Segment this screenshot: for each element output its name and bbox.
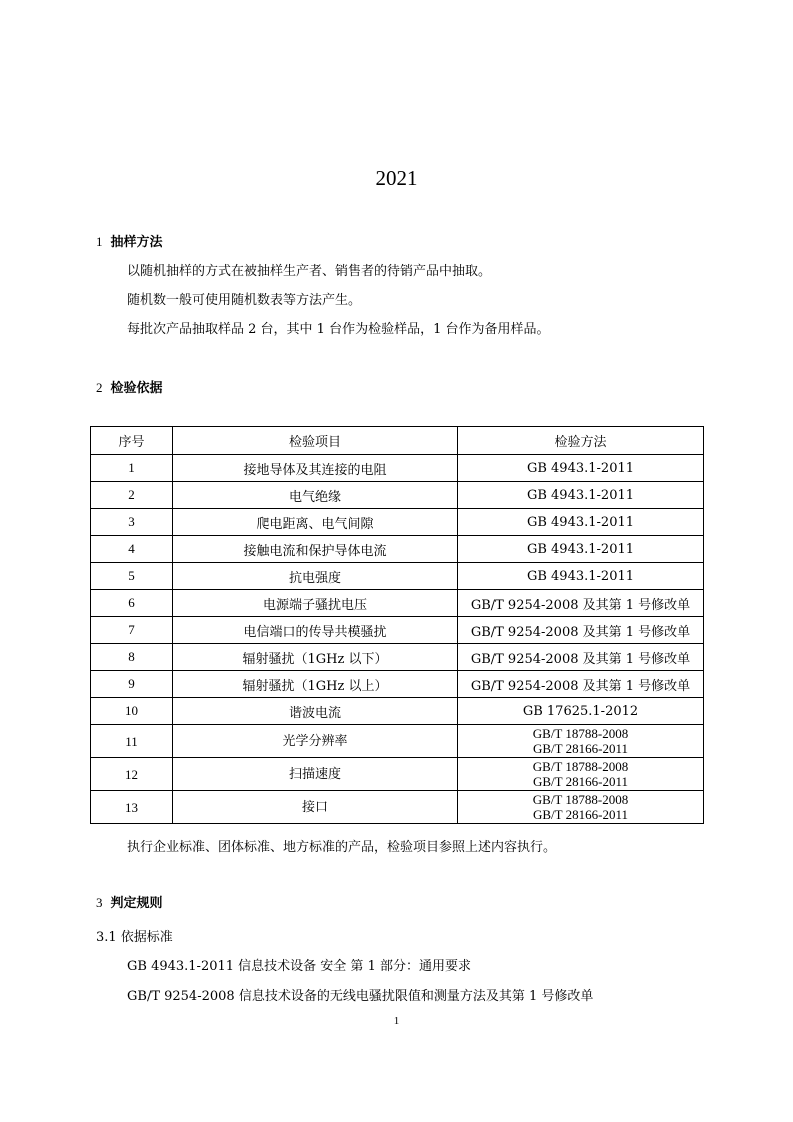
section-2-heading	[96, 377, 163, 396]
table-row	[91, 590, 704, 617]
row-inspection-method	[458, 758, 704, 791]
section-2-number: 2	[96, 380, 103, 395]
standard-reference: GB/T 9254-2008 信息技术设备的无线电骚扰限值和测量方法及其第 1 号修改单	[127, 989, 594, 1004]
row-serial-number: 6	[91, 590, 173, 617]
method-standard: GB/T 28166-2011	[533, 774, 628, 789]
method-standard: GB/T 9254-2008 及其第 1 号修改单	[470, 651, 691, 667]
row-inspection-item: 电气绝缘	[173, 482, 458, 509]
document-year: 2021	[375, 166, 418, 190]
row-inspection-item: 爬电距离、电气间隙	[173, 509, 458, 536]
table-row	[91, 617, 704, 644]
section-3-1-heading: 3.1 依据标准	[96, 930, 173, 945]
method-standard: GB 4943.1-2011	[526, 541, 635, 557]
method-standard: GB 4943.1-2011	[526, 487, 635, 503]
row-inspection-method	[458, 536, 704, 563]
method-standard: GB/T 9254-2008 及其第 1 号修改单	[470, 597, 691, 613]
section-1-paragraph: 随机数一般可使用随机数表等方法产生。	[127, 293, 362, 308]
table-row	[91, 725, 704, 758]
row-serial-number: 13	[91, 791, 173, 824]
method-standard: GB 4943.1-2011	[526, 568, 635, 584]
row-inspection-item: 电源端子骚扰电压	[173, 590, 458, 617]
table-row	[91, 791, 704, 824]
method-standard: GB 4943.1-2011	[526, 460, 635, 476]
row-inspection-item: 光学分辨率	[173, 725, 458, 758]
table-row	[91, 758, 704, 791]
row-inspection-item: 接地导体及其连接的电阻	[173, 455, 458, 482]
row-inspection-item: 谐波电流	[173, 698, 458, 725]
row-inspection-item: 接触电流和保护导体电流	[173, 536, 458, 563]
row-inspection-method	[458, 725, 704, 758]
table-header-row	[91, 427, 704, 455]
table-row	[91, 482, 704, 509]
row-inspection-method	[458, 482, 704, 509]
table-row	[91, 671, 704, 698]
method-standard: GB/T 28166-2011	[533, 807, 628, 822]
row-inspection-method	[458, 644, 704, 671]
method-standard: GB/T 28166-2011	[533, 741, 628, 756]
row-inspection-method	[458, 698, 704, 725]
row-inspection-item: 接口	[173, 791, 458, 824]
row-serial-number: 12	[91, 758, 173, 791]
section-3-number: 3	[96, 895, 103, 910]
section-1-paragraph: 以随机抽样的方式在被抽样生产者、销售者的待销产品中抽取。	[127, 264, 492, 279]
section-3-heading	[96, 892, 163, 911]
section-1-heading	[96, 231, 163, 250]
row-inspection-method	[458, 590, 704, 617]
table-row	[91, 563, 704, 590]
section-2-note: 执行企业标准、团体标准、地方标准的产品，检验项目参照上述内容执行。	[127, 840, 557, 855]
section-3-title: 判定规则	[110, 896, 163, 911]
row-serial-number: 5	[91, 563, 173, 590]
row-inspection-item: 抗电强度	[173, 563, 458, 590]
page-number: 1	[393, 1015, 400, 1027]
row-serial-number: 3	[91, 509, 173, 536]
row-inspection-method	[458, 791, 704, 824]
method-standard: GB 4943.1-2011	[526, 514, 635, 530]
row-inspection-item: 电信端口的传导共模骚扰	[173, 617, 458, 644]
header-inspection-item: 检验项目	[173, 427, 458, 455]
method-standard: GB/T 9254-2008 及其第 1 号修改单	[470, 624, 691, 640]
method-standard: GB/T 18788-2008	[532, 759, 629, 774]
section-2-title: 检验依据	[110, 381, 163, 396]
header-inspection-method: 检验方法	[458, 427, 704, 455]
section-1-number: 1	[96, 234, 103, 249]
section-1-title: 抽样方法	[110, 235, 163, 250]
row-serial-number: 1	[91, 455, 173, 482]
row-inspection-item: 辐射骚扰（1GHz 以下）	[173, 644, 458, 671]
row-inspection-method	[458, 455, 704, 482]
inspection-items-table	[90, 426, 704, 824]
section-1-paragraph: 每批次产品抽取样品 2 台，其中 1 台作为检验样品，1 台作为备用样品。	[127, 322, 550, 337]
row-inspection-method	[458, 509, 704, 536]
method-standard: GB 17625.1-2012	[522, 703, 639, 719]
row-serial-number: 2	[91, 482, 173, 509]
table-row	[91, 698, 704, 725]
row-serial-number: 4	[91, 536, 173, 563]
header-serial-number: 序号	[91, 427, 173, 455]
row-serial-number: 7	[91, 617, 173, 644]
method-standard: GB/T 18788-2008	[532, 726, 629, 741]
table-row	[91, 644, 704, 671]
row-serial-number: 11	[91, 725, 173, 758]
standard-reference: GB 4943.1-2011 信息技术设备 安全 第 1 部分：通用要求	[127, 959, 471, 974]
method-standard: GB/T 18788-2008	[532, 792, 629, 807]
row-inspection-item: 辐射骚扰（1GHz 以上）	[173, 671, 458, 698]
method-standard: GB/T 9254-2008 及其第 1 号修改单	[470, 678, 691, 694]
row-inspection-item: 扫描速度	[173, 758, 458, 791]
row-inspection-method	[458, 671, 704, 698]
table-row	[91, 536, 704, 563]
table-row	[91, 509, 704, 536]
row-inspection-method	[458, 617, 704, 644]
row-serial-number: 8	[91, 644, 173, 671]
row-serial-number: 10	[91, 698, 173, 725]
row-inspection-method	[458, 563, 704, 590]
row-serial-number: 9	[91, 671, 173, 698]
table-row	[91, 455, 704, 482]
